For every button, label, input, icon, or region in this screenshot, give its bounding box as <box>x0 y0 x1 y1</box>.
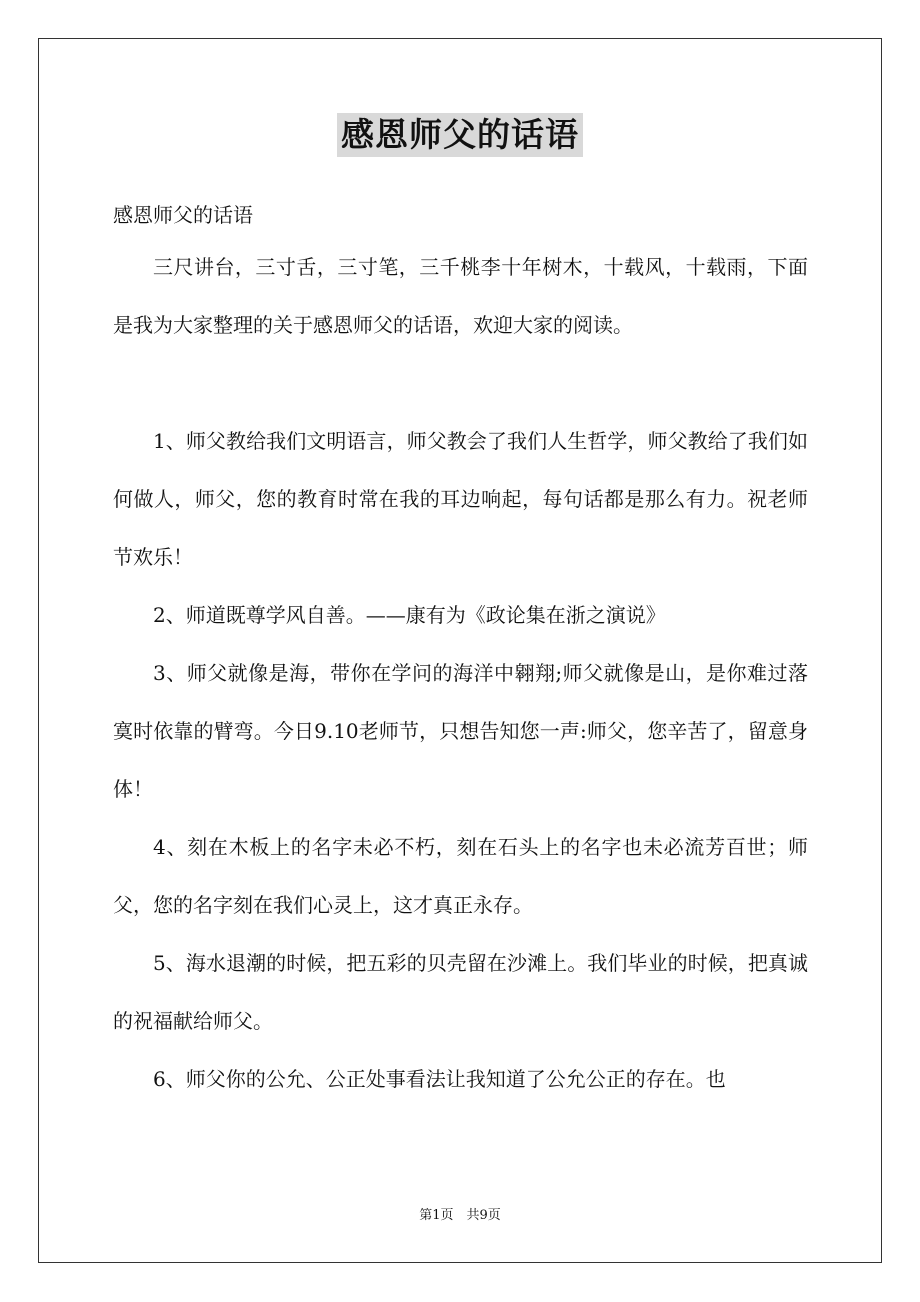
document-subtitle: 感恩师父的话语 <box>113 203 253 227</box>
page-footer: 第1页 共9页 <box>419 1208 501 1223</box>
document-body <box>113 192 808 1108</box>
quote-paragraph-5: 5、海水退潮的时候，把五彩的贝壳留在沙滩上。我们毕业的时候，把真诚的祝福献给师父。 <box>113 951 808 1033</box>
quote-paragraph-6: 6、师父你的公允、公正处事看法让我知道了公允公正的存在。也 <box>153 1067 726 1091</box>
quote-paragraph-1: 1、师父教给我们文明语言，师父教会了我们人生哲学，师父教给了我们如何做人，师父，您的教育时常在我的耳边响起，每句话都是那么有力。祝老师节欢乐！ <box>113 429 808 569</box>
paragraph-spacer <box>113 354 808 412</box>
quote-paragraph-3: 3、师父就像是海，带你在学问的海洋中翱翔;师父就像是山，是你难过落寞时依靠的臂弯。今日9.10老师节，只想告知您一声:师父，您辛苦了，留意身体！ <box>113 661 808 801</box>
title-container <box>0 113 920 157</box>
document-title: 感恩师父的话语 <box>337 113 583 157</box>
intro-paragraph: 三尺讲台，三寸舌，三寸笔，三千桃李十年树木，十载风，十载雨，下面是我为大家整理的关于感恩师父的话语，欢迎大家的阅读。 <box>113 255 808 337</box>
quote-paragraph-4: 4、刻在木板上的名字未必不朽，刻在石头上的名字也未必流芳百世；师父，您的名字刻在我们心灵上，这才真正永存。 <box>113 835 808 917</box>
quote-paragraph-2: 2、师道既尊学风自善。——康有为《政论集在浙之演说》 <box>153 603 666 627</box>
